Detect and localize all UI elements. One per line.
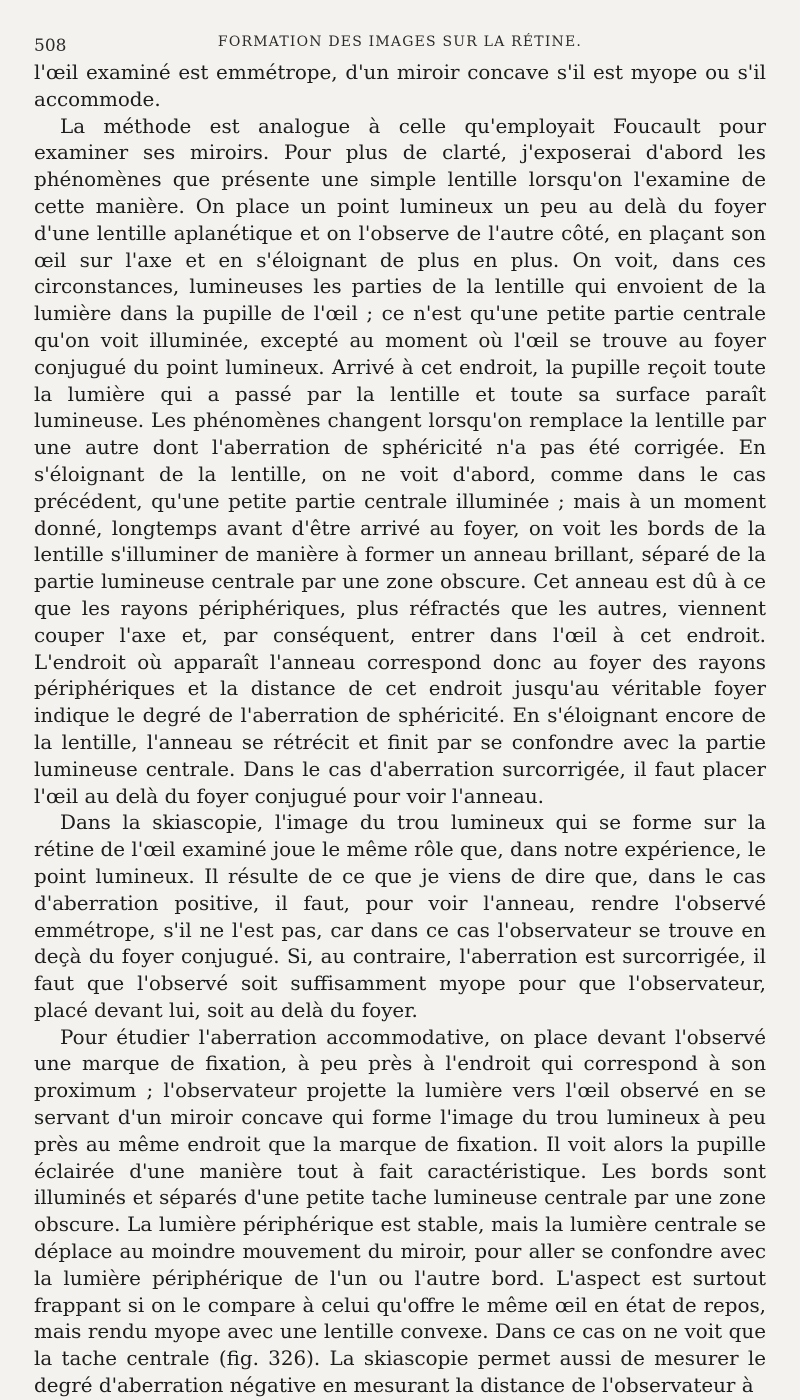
- paragraph-accommodative-aberration: Pour étudier l'aberration accommodative, on place devant l'observé une marque de fixation, à peu près à l'endroit qui correspond à son proximum ; l'observateur projette la lumière vers l'œil observé en se servant d'un miroir concave qui forme l'image du trou lumineux à peu près au même endroit que la marque de fixation. Il voit alors la pupille éclairée d'une manière tout à fait caractéristique. Les bords sont illuminés et séparés d'une petite tache lumineuse centrale par une zone obscure. La lumière périphérique est stable, mais la lumière centrale se déplace au moindre mouvement du miroir, pour aller se confondre avec la lumière périphérique de l'un ou l'autre bord. L'aspect est surtout frappant si on le compare à celui qu'offre le même œil en état de repos, mais rendu myope avec une lentille convexe. Dans ce cas on ne voit que la tache centrale (fig. 326). La skiascopie permet aussi de mesurer le degré d'aberration négative en mesurant la distance de l'observateur à: [34, 1025, 766, 1398]
- paragraph-continuation: l'œil examiné est emmétrope, d'un miroir concave s'il est myope ou s'il accommode.: [34, 61, 766, 111]
- paragraph-skiascopy: Dans la skiascopie, l'image du trou lumineux qui se forme sur la rétine de l'œil examiné joue le même rôle que, dans notre expérience, le point lumineux. Il résulte de ce que je viens de dire que, dans le cas d'aberration positive, il faut, pour voir l'anneau, rendre l'observé emmétrope, s'il ne l'est pas, car dans ce cas l'observateur se trouve en deçà du foyer conjugué. Si, au contraire, l'aberration est surcorrigée, il faut que l'observé soit suffisamment myope pour que l'observateur, placé devant lui, soit au delà du foyer.: [34, 811, 766, 1022]
- body-text: [34, 60, 766, 1400]
- running-title: FORMATION DES IMAGES SUR LA RÉTINE.: [217, 34, 583, 50]
- page-header: [34, 30, 766, 60]
- paragraph-foucault-method: La méthode est analogue à celle qu'employait Foucault pour examiner ses miroirs. Pour plus de clarté, j'exposerai d'abord les phénomènes que présente une simple lentille lorsqu'on l'examine de cette manière. On place un point lumineux un peu au delà du foyer d'une lentille aplanétique et on l'observe de l'autre côté, en plaçant son œil sur l'axe et en s'éloignant de plus en plus. On voit, dans ces circonstances, lumineuses les parties de la lentille qui envoient de la lumière dans la pupille de l'œil ; ce n'est qu'une petite partie centrale qu'on voit illuminée, excepté au moment où l'œil se trouve au foyer conjugué du point lumineux. Arrivé à cet endroit, la pupille reçoit toute la lumière qui a passé par la lentille et toute sa surface paraît lumineuse. Les phénomènes changent lorsqu'on remplace la lentille par une autre dont l'aberration de sphéricité n'a pas été corrigée. En s'éloignant de la lentille, on ne voit d'abord, comme dans le cas précédent, qu'une petite partie centrale illuminée ; mais à un moment donné, longtemps avant d'être arrivé au foyer, on voit les bords de la lentille s'illuminer de manière à former un anneau brillant, séparé de la partie lumineuse centrale par une zone obscure. Cet anneau est dû à ce que les rayons périphériques, plus réfractés que les autres, viennent couper l'axe et, par conséquent, entrer dans l'œil à cet endroit. L'endroit où apparaît l'anneau correspond donc au foyer des rayons périphériques et la distance de cet endroit jusqu'au véritable foyer indique le degré de l'aberration de sphéricité. En s'éloignant encore de la lentille, l'anneau se rétrécit et finit par se confondre avec la partie lumineuse centrale. Dans le cas d'aberration surcorrigée, il faut placer l'œil au delà du foyer conjugué pour voir l'anneau.: [34, 114, 766, 808]
- page-number: 508: [34, 36, 67, 56]
